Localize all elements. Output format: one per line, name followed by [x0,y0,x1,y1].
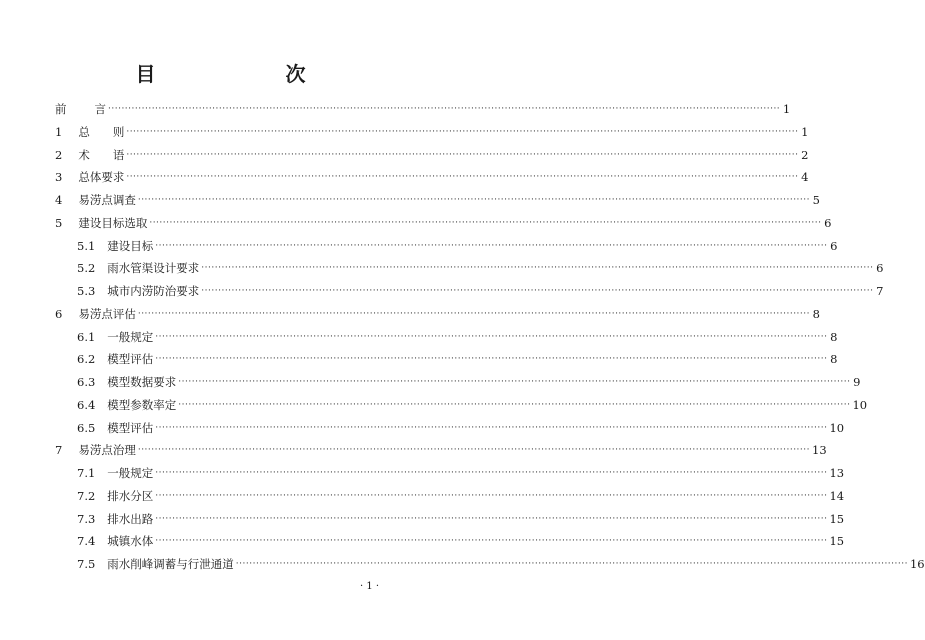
toc-entry[interactable] [55,303,820,325]
toc-leader-dots: ········································································································································································································ [137,445,810,456]
toc-entry-page: 9 [853,375,861,389]
toc-entry-label: 易涝点评估 [78,306,136,321]
toc-entry[interactable] [77,417,845,439]
toc-leader-dots: ········································································································································································································ [155,536,828,547]
toc-entry-label: 一般规定 [107,329,154,344]
toc-leader-dots: ········································································································································································································ [155,240,828,251]
toc-leader-dots: ········································································································································································································ [201,263,874,274]
toc-entry-page: 14 [829,488,845,503]
toc-entry[interactable] [77,462,845,484]
toc-entry-page: 13 [812,443,827,458]
toc-entry-page: 6 [830,238,838,253]
toc-entry-number: 6.3 [77,375,96,389]
toc-entry-page: 15 [829,511,845,526]
toc-entry[interactable] [77,280,884,302]
page-number: · 1 · [360,581,380,592]
toc-entry-label: 总 则 [78,124,125,139]
toc-entry-number: 前 [55,102,67,116]
toc-entry-page: 6 [876,261,884,276]
toc-entry-page: 7 [876,284,884,298]
toc-entry-page: 16 [909,557,925,571]
toc-entry-page: 5 [812,193,820,207]
toc-entry-number: 5.3 [77,284,96,298]
toc-entry-label: 一般规定 [107,466,154,480]
toc-leader-dots: ········································································································································································································ [155,354,828,365]
toc-entry-number: 7.5 [77,557,96,571]
toc-entry-number: 1 [55,124,63,139]
toc-entry[interactable] [55,166,809,188]
toc-entry-number: 2 [55,147,63,162]
toc-leader-dots: ········································································································································································································ [155,513,828,524]
toc-leader-dots: ········································································································································································································ [137,195,810,205]
toc-entry-number: 6.5 [77,420,96,435]
toc-entry[interactable] [55,98,791,120]
toc-entry-label: 易涝点治理 [78,443,136,458]
toc-entry-page: 10 [829,420,845,435]
toc-entry-label: 模型数据要求 [107,375,177,389]
toc-leader-dots: ········································································································································································································ [178,399,851,410]
toc-entry[interactable] [77,485,845,507]
toc-leader-dots: ········································································································································································································ [149,217,822,228]
toc-entry[interactable] [55,121,809,143]
toc-entry-page: 1 [801,124,809,139]
toc-entry-number: 7.4 [77,534,96,549]
toc-entry[interactable] [77,508,845,530]
toc-leader-dots: ········································································································································································································ [126,172,799,183]
toc-leader-dots: ········································································································································································································ [155,490,828,501]
toc-entry-label: 模型评估 [107,420,154,435]
toc-leader-dots: ········································································································································································································ [126,126,799,137]
toc-entry-label: 城镇水体 [107,534,154,549]
toc-entry-label: 模型评估 [107,352,154,367]
toc-entry-number: 7.2 [77,488,96,503]
toc-entry[interactable] [77,257,884,279]
toc-entry-number: 6.4 [77,397,96,412]
toc-entry-page: 13 [829,466,845,480]
toc-leader-dots: ········································································································································································································ [126,149,799,160]
toc-entry-page: 8 [830,329,838,344]
toc-entry-label: 建设目标 [107,238,154,253]
toc-leader-dots: ········································································································································································································ [201,286,874,296]
toc-entry-page: 8 [812,306,820,321]
toc-entry[interactable] [55,144,809,166]
toc-entry-page: 6 [824,215,832,230]
toc-entry-label: 言 [94,102,106,116]
toc-entry-number: 7 [55,443,63,458]
toc-entry[interactable] [55,439,827,461]
toc-entry[interactable] [77,530,845,552]
toc-entry[interactable] [77,394,868,416]
toc-entry-label: 排水出路 [107,511,154,526]
toc-leader-dots: ········································································································································································································ [178,377,851,387]
toc-entry-number: 4 [55,193,63,207]
toc-entry-page: 4 [801,170,809,185]
toc-entry-page: 15 [829,534,845,549]
toc-entry-page: 2 [801,147,809,162]
toc-leader-dots: ········································································································································································································ [235,559,908,569]
toc-entry[interactable] [77,371,861,393]
toc-entry-number: 5 [55,215,63,230]
toc-entry-label: 排水分区 [107,488,154,503]
toc-entry-number: 6.1 [77,329,96,344]
page-title: 目 次 [135,62,336,86]
toc-entry-label: 雨水削峰调蓄与行泄通道 [107,557,234,571]
toc-entry[interactable] [55,189,820,211]
toc-entry-label: 总体要求 [78,170,125,185]
toc-leader-dots: ········································································································································································································ [108,104,781,114]
toc-entry-label: 术 语 [78,147,125,162]
toc-entry-number: 7.1 [77,466,96,480]
toc-entry-number: 3 [55,170,63,185]
toc-entry-number: 7.3 [77,511,96,526]
toc-entry[interactable] [77,348,838,370]
toc-entry[interactable] [77,235,838,257]
toc-entry-label: 模型参数率定 [107,397,177,412]
toc-entry-label: 城市内涝防治要求 [107,284,200,298]
toc-entry-number: 6.2 [77,352,96,367]
toc-entry[interactable] [77,326,838,348]
toc-entry[interactable] [55,212,832,234]
toc-entry-page: 10 [852,397,868,412]
toc-entry-label: 易涝点调查 [78,193,136,207]
toc-entry-label: 建设目标选取 [78,215,148,230]
toc-leader-dots: ········································································································································································································ [155,422,828,433]
toc-leader-dots: ········································································································································································································ [155,331,828,342]
toc-entry-number: 5.1 [77,238,96,253]
toc-leader-dots: ········································································································································································································ [155,468,828,478]
toc-entry-number: 6 [55,306,63,321]
toc-entry-label: 雨水管渠设计要求 [107,261,200,276]
toc-entry-page: 1 [782,102,791,116]
toc-entry[interactable] [77,553,925,575]
toc-entry-number: 5.2 [77,261,96,276]
toc-entry-page: 8 [830,352,838,367]
toc-leader-dots: ········································································································································································································ [137,308,810,319]
